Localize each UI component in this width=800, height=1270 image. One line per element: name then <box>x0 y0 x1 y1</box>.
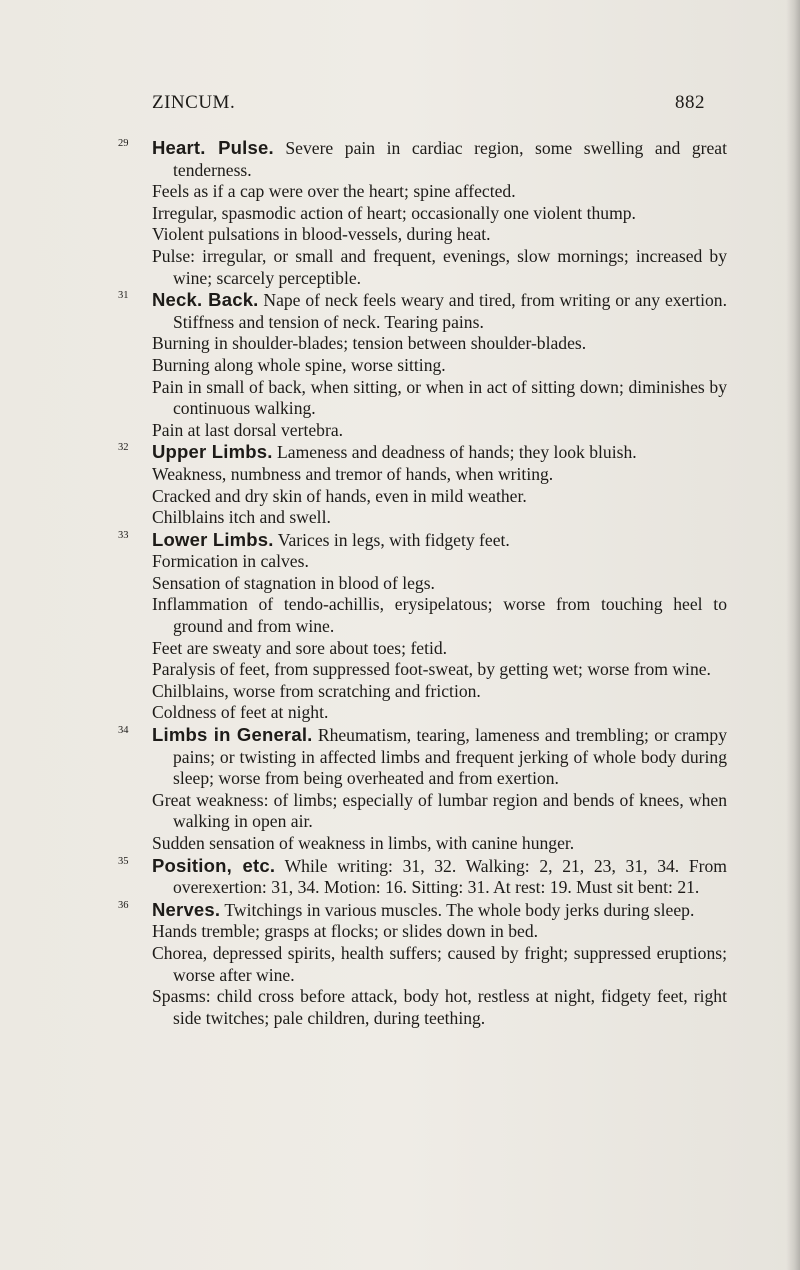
symptom-text: Weakness, numbness and tremor of hands, when writing. <box>152 463 554 484</box>
page-number: 882 <box>675 92 705 113</box>
symptom-text: Feels as if a cap were over the heart; spine affected. <box>152 181 516 202</box>
symptom-text: Formication in calves. <box>152 551 309 572</box>
section-first-line: 29 Heart. Pulse. Severe pain in cardiac region, some swelling and great tenderness. <box>118 137 727 180</box>
symptom-line <box>152 246 727 289</box>
symptom-text: Chorea, depressed spirits, health suffers; caused by fright; suppressed eruptions; worse after wine. <box>152 942 727 985</box>
symptom-line <box>152 507 727 529</box>
symptom-text: Pulse: irregular, or small and frequent, evenings, slow mornings; increased by wine; scarcely perceptible. <box>152 245 727 288</box>
section-heading: Limbs in General. <box>152 724 313 746</box>
symptom-line <box>152 203 727 225</box>
symptom-text: Feet are sweaty and sore about toes; fetid. <box>152 637 448 658</box>
section-35 <box>118 854 727 899</box>
section-first-line: 31 Neck. Back. Nape of neck feels weary and tired, from writing or any exertion. Stiffness and tension of neck. Tearing pains. <box>118 289 727 332</box>
symptom-line <box>152 681 727 703</box>
section-heading: Nerves. <box>152 898 221 920</box>
section-34 <box>118 724 728 855</box>
section-first-line: 36 Nerves. Twitchings in various muscles. The whole body jerks during sleep. <box>118 898 695 920</box>
symptom-line <box>152 486 727 508</box>
symptom-text: Cracked and dry skin of hands, even in mild weather. <box>152 485 527 506</box>
section-first-line: 33 Lower Limbs. Varices in legs, with fidgety feet. <box>118 528 510 550</box>
symptom-text: While writing: 31, 32. Walking: 2, 21, 23, 31, 34. From overexertion: 31, 34. Motion: 16. Sitting: 31. At rest: 19. Must sit bent: 21. <box>173 855 727 898</box>
symptom-text: Burning along whole spine, worse sitting. <box>152 354 446 375</box>
symptom-text: Chilblains itch and swell. <box>152 507 331 528</box>
symptom-text: Chilblains, worse from scratching and friction. <box>152 680 481 701</box>
section-first-line: 35 Position, etc. While writing: 31, 32. Walking: 2, 21, 23, 31, 34. From overexertion: 31, 34. Motion: 16. Sitting: 31. At rest: 19. Must sit bent: 21. <box>118 854 727 898</box>
symptom-line <box>152 355 727 377</box>
symptom-line <box>152 986 727 1029</box>
symptom-line <box>152 333 727 355</box>
symptom-text: Great weakness: of limbs; especially of lumbar region and bends of knees, when walking in open air. <box>152 789 727 832</box>
symptom-text: Inflammation of tendo-achillis, erysipelatous; worse from touching heel to ground and from wine. <box>152 594 727 637</box>
section-33 <box>118 528 727 724</box>
symptom-text: Nape of neck feels weary and tired, from writing or any exertion. Stiffness and tension of neck. Tearing pains. <box>173 290 727 332</box>
symptom-text: Sensation of stagnation in blood of legs. <box>152 572 435 593</box>
sections-container <box>118 137 728 1029</box>
symptom-text: Rheumatism, tearing, lameness and trembling; or crampy pains; or twisting in affected limbs and frequent jerking of whole body during sleep; worse from being overheated and from exertion. <box>173 725 728 789</box>
symptom-text: Violent pulsations in blood-vessels, during heat. <box>152 224 491 245</box>
section-first-line: 34 Limbs in General. Rheumatism, tearing, lameness and trembling; or crampy pains; or twisting in affected limbs and frequent jerking of whole body during sleep; worse from being overheated and from exertion. <box>118 724 728 789</box>
symptom-text: Burning in shoulder-blades; tension between shoulder-blades. <box>152 333 587 354</box>
section-heading: Upper Limbs. <box>152 441 273 463</box>
symptom-line <box>152 659 727 681</box>
running-title: ZINCUM. <box>152 92 236 113</box>
symptom-line <box>152 224 727 246</box>
symptom-text: Severe pain in cardiac region, some swelling and great tenderness. <box>173 138 727 180</box>
section-heading: Lower Limbs. <box>152 528 274 550</box>
running-header <box>152 92 705 116</box>
section-31 <box>118 289 727 441</box>
symptom-line <box>152 638 727 660</box>
symptom-line <box>152 377 727 420</box>
symptom-text: Paralysis of feet, from suppressed foot-sweat, by getting wet; worse from wine. <box>152 659 711 680</box>
section-29 <box>118 137 727 289</box>
symptom-line <box>152 551 727 573</box>
symptom-text: Varices in legs, with fidgety feet. <box>277 529 510 550</box>
page-edge-shadow <box>786 0 800 1270</box>
symptom-line <box>152 833 727 855</box>
section-first-line: 32 Upper Limbs. Lameness and deadness of hands; they look bluish. <box>118 441 637 463</box>
symptom-line <box>152 573 727 595</box>
symptom-line <box>152 594 727 637</box>
section-heading: Heart. Pulse. <box>152 137 274 158</box>
symptom-line <box>152 921 727 943</box>
symptom-line <box>152 790 727 833</box>
symptom-text: Irregular, spasmodic action of heart; occasionally one violent thump. <box>152 202 636 223</box>
section-36 <box>118 898 727 1030</box>
symptom-line <box>152 702 727 724</box>
symptom-line <box>152 181 727 203</box>
symptom-text: Lameness and deadness of hands; they look bluish. <box>277 442 637 463</box>
symptom-line <box>152 943 727 986</box>
symptom-line <box>152 420 727 442</box>
section-32 <box>118 441 727 528</box>
section-heading: Neck. Back. <box>152 289 259 311</box>
symptom-line <box>152 464 727 486</box>
symptom-text: Hands tremble; grasps at flocks; or slides down in bed. <box>152 921 539 942</box>
symptom-text: Coldness of feet at night. <box>152 702 329 723</box>
page-body <box>118 137 728 1029</box>
symptom-text: Spasms: child cross before attack, body hot, restless at night, fidgety feet, right side twitches; pale children, during teething. <box>152 986 727 1028</box>
section-heading: Position, etc. <box>152 854 276 876</box>
symptom-text: Twitchings in various muscles. The whole body jerks during sleep. <box>224 899 695 920</box>
symptom-text: Pain at last dorsal vertebra. <box>152 419 344 440</box>
symptom-text: Sudden sensation of weakness in limbs, with canine hunger. <box>152 833 575 853</box>
symptom-text: Pain in small of back, when sitting, or when in act of sitting down; diminishes by continuous walking. <box>152 376 727 419</box>
